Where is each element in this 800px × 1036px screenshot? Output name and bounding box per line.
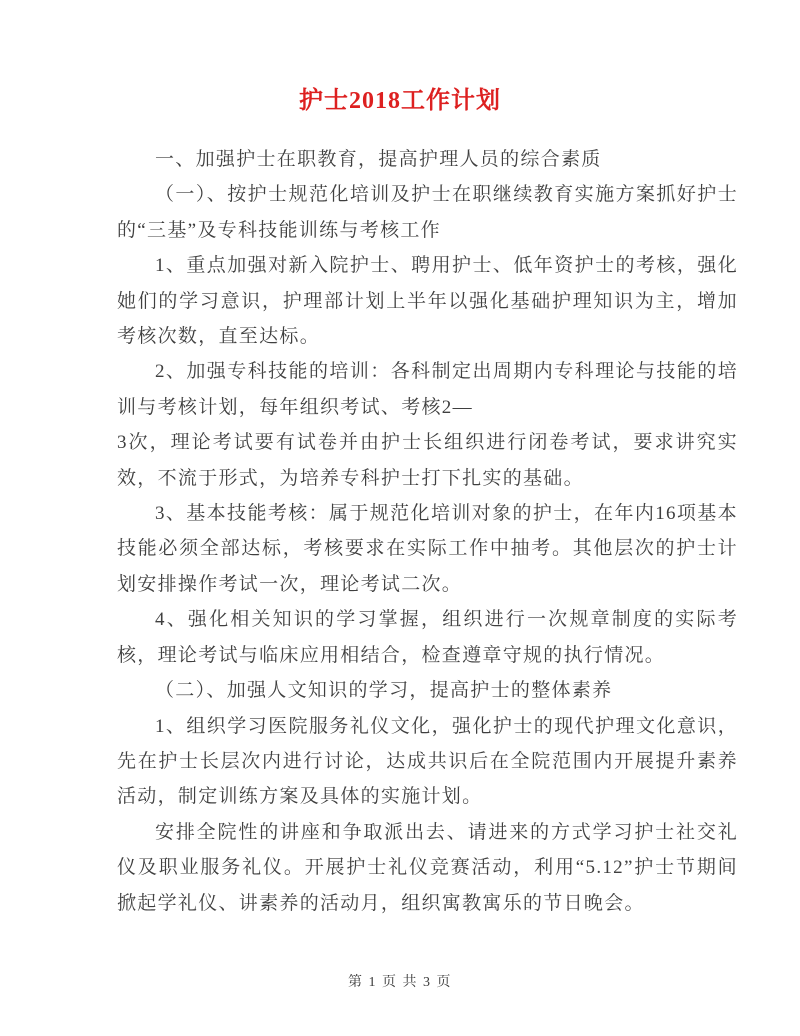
paragraph: 安排全院性的讲座和争取派出去、请进来的方式学习护士社交礼仪及职业服务礼仪。开展护士礼仪竞赛活动，利用“5.12”护士节期间掀起学礼仪、讲素养的活动月，组织寓教寓乐的节日晚会。 bbox=[117, 821, 738, 914]
page-title: 护士2018工作计划 bbox=[299, 88, 501, 114]
paragraph: （一）、按护士规范化培训及护士在职继续教育实施方案抓好护士的“三基”及专科技能训练与考核工作 bbox=[117, 184, 738, 241]
paragraph: 3、基本技能考核：属于规范化培训对象的护士，在年内16项基本技能必须全部达标，考核要求在实际工作中抽考。其他层次的护士计划安排操作考试一次，理论考试二次。 bbox=[117, 503, 738, 595]
paragraph: 一、加强护士在职教育，提高护理人员的综合素质 bbox=[155, 149, 602, 170]
paragraph: （二）、加强人文知识的学习，提高护士的整体素养 bbox=[155, 680, 613, 702]
paragraph: 3次，理论考试要有试卷并由护士长组织进行闭卷考试，要求讲究实效，不流于形式，为培养专科护士打下扎实的基础。 bbox=[117, 432, 738, 489]
paragraph: 1、组织学习医院服务礼仪文化，强化护士的现代护理文化意识，先在护士长层次内进行讨论，达成共识后在全院范围内开展提升素养活动，制定训练方案及具体的实施计划。 bbox=[117, 715, 738, 808]
page-number-footer: 第 1 页 共 3 页 bbox=[348, 975, 452, 990]
paragraph: 2、加强专科技能的培训：各科制定出周期内专科理论与技能的培训与考核计划，每年组织考试、考核2— bbox=[117, 361, 738, 418]
paragraph: 4、强化相关知识的学习掌握，组织进行一次规章制度的实际考核，理论考试与临床应用相结合，检查遵章守规的执行情况。 bbox=[117, 609, 738, 666]
paragraph: 1、重点加强对新入院护士、聘用护士、低年资护士的考核，强化她们的学习意识，护理部计划上半年以强化基础护理知识为主，增加考核次数，直至达标。 bbox=[117, 255, 738, 348]
document-body bbox=[117, 142, 738, 921]
